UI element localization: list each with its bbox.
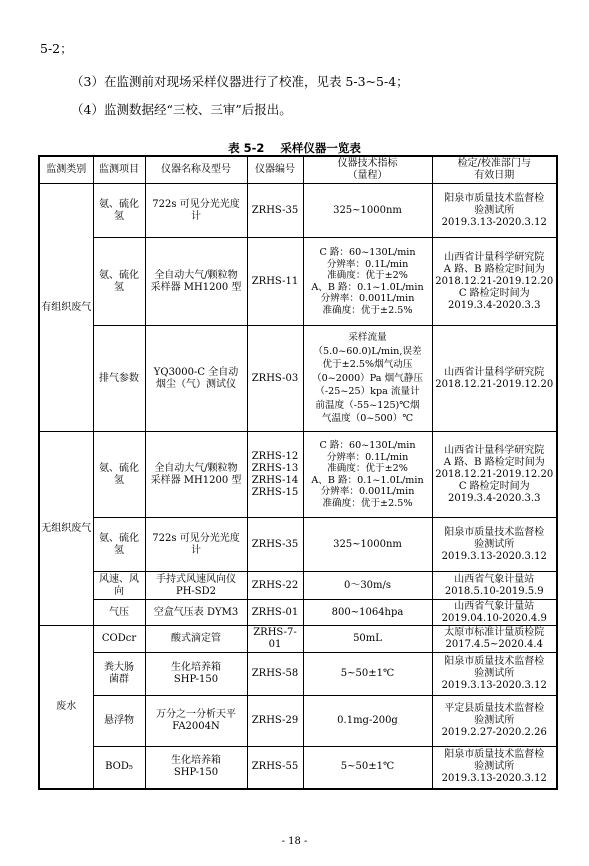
cell-line: （0~2000）Pa 烟气静压 [312,372,423,384]
cell-line: 氢 [114,474,124,486]
cell-line: C 路检定时间为 [458,287,530,299]
cell-line: 2019.3.13-2020.3.12 [441,680,547,691]
cell-line: 计 [191,210,201,222]
cell-instrument [145,747,247,789]
cell-line: ZRHS-55 [251,761,299,773]
header-category: 监测类别 [39,156,93,184]
cell-line: 山西省计量科学研究院 [444,444,545,456]
cell-code [247,747,303,789]
cell-line: 2019.2.27-2020.2.26 [441,727,547,738]
cell-spec [303,238,432,326]
cell-line: ZRHS-14 [251,474,299,486]
cell-line: 山西省计量科学研究院 [444,251,545,263]
cell-code [247,572,303,600]
cell-instrument [145,184,247,238]
cell-line: 2019.04.10-2020.4.9 [441,612,547,624]
cell-spec [303,600,432,626]
cell-calibration [432,696,557,747]
cell-line: YQ3000-C 全自动 [153,366,239,378]
cell-line: 2018.12.21-2019.12.20 [435,468,554,480]
cell-calibration [432,238,557,326]
cell-instrument [145,572,247,600]
cell-line: 325~1000nm [333,204,402,216]
cell-spec [303,326,432,432]
table-row [39,696,557,747]
cell-line: 计 [191,544,201,556]
cell-line: 万分之一分析天平 [156,709,236,720]
cell-instrument [145,653,247,696]
cell-line: 验测试所 [474,538,515,550]
cell-line: 氢 [114,281,124,293]
cell-item [93,432,145,518]
table-header-row [39,156,557,184]
cell-instrument [145,432,247,518]
cell-line: A 路、B 路检定时间为 [443,263,545,275]
cell-line: 氢 [114,544,124,556]
cell-line: PH-SD2 [175,585,217,597]
cell-line: 5~50±1℃ [340,761,395,773]
cell-line: 验测试所 [474,668,515,679]
header-code: 仪器编号 [247,156,303,184]
cell-item [93,572,145,600]
cell-line: 全自动大气/颗粒物 [154,269,238,281]
cell-item [93,238,145,326]
cell-line: 阳泉市质量技术监督检 [444,192,545,204]
group-wastewater: 废水 [39,626,93,789]
cell-line: 采样器 MH1200 型 [150,474,242,486]
paragraph-3: （4）监测数据经“三校、三审”后报出。 [71,102,292,117]
cell-line: 氨、硫化 [99,532,139,544]
cell-line: 验测试所 [474,761,515,773]
cell-line: 2017.4.5~2020.4.4 [445,639,543,650]
cell-line: A 路、B 路检定时间为 [443,456,545,468]
cell-calibration [432,747,557,789]
cell-code [247,653,303,696]
cell-line: （-25~25）kpa 流量计 [315,386,420,398]
sampling-instrument-table [38,155,558,790]
cell-code [247,184,303,238]
table-row [39,747,557,789]
paragraph-1: 5-2； [40,41,73,56]
cell-spec [303,184,432,238]
cell-line: 氨、硫化 [99,462,139,474]
cell-line: 气压 [109,606,129,618]
table-caption-number: 表 5-2 [228,141,265,155]
cell-spec [303,653,432,696]
cell-code [247,600,303,626]
cell-instrument [145,326,247,432]
cell-line: ZRHS-35 [251,538,299,550]
cell-item [93,326,145,432]
cell-code [247,326,303,432]
cell-line: 2018.12.21-2019.12.20 [435,378,554,390]
cell-line: 阳泉市质量技术监督检 [444,656,545,667]
cell-line: ZRHS-03 [251,372,299,384]
cell-line: 800~1064hpa [331,606,404,618]
cell-line: 前温度（-55~125)℃烟 [315,399,420,411]
table-row [39,184,557,238]
cell-line: 325~1000nm [333,538,402,550]
cell-line: C 路：60~130L/min [319,440,416,451]
group-unorganized-waste-gas: 无组织废气 [39,432,93,626]
cell-line: 分辨率：0.1L/min [326,258,409,270]
cell-item [93,518,145,572]
table-caption [0,140,589,156]
cell-line: C 路检定时间为 [458,480,530,492]
cell-line: 分辨率：0.1L/min [326,451,409,463]
cell-line: 生化培养箱 [171,755,221,767]
cell-item [93,600,145,626]
cell-line: SHP-150 [173,767,219,779]
cell-line: 准确度：优于±2.5% [322,497,413,509]
table-caption-title: 采样仪器一览表 [280,141,361,155]
cell-line: 氨、硫化 [99,198,139,210]
table-row [39,518,557,572]
cell-line: 太原市标准计量质检院 [444,627,545,638]
cell-spec [303,572,432,600]
cell-spec [303,518,432,572]
cell-line: 排气参数 [99,372,139,384]
cell-line: 生化培养箱 [171,662,221,673]
cell-line: ZRHS-7-01 [253,627,297,650]
cell-instrument [145,238,247,326]
cell-line: 阳泉市质量技术监督检 [444,526,545,538]
cell-line: 采样器 MH1200 型 [150,281,242,293]
cell-line: 阳泉市质量技术监督检 [444,749,545,761]
table-row [39,600,557,626]
cell-line: 气温度（0~500）℃ [321,413,414,425]
cell-code [247,518,303,572]
cell-line: 酸式滴定管 [171,633,221,644]
header-instrument: 仪器名称及型号 [145,156,247,184]
table-row [39,653,557,696]
cell-instrument [145,626,247,653]
cell-calibration [432,600,557,626]
cell-line: 722s 可见分光光度 [152,532,240,544]
table-row [39,626,557,653]
cell-line: 烟尘（气）测试仪 [156,378,236,390]
cell-line: C 路：60~130L/min [319,247,416,258]
header-calibration: 检定/校准部门与 有效日期 [432,156,557,184]
cell-line: 准确度：优于±2% [327,463,408,474]
cell-line: 氢 [114,210,124,222]
cell-line: 5~50±1℃ [340,668,395,679]
cell-line: 粪大肠 [104,662,134,673]
cell-line: 全自动大气/颗粒物 [154,462,238,474]
cell-line: 山西省气象计量站 [454,573,535,585]
cell-line: 0～30m/s [343,579,392,591]
cell-instrument [145,696,247,747]
cell-line: 2019.3.4-2020.3.3 [448,492,541,504]
cell-line: 分辨率：0.001L/min [320,293,415,304]
cell-calibration [432,184,557,238]
cell-instrument [145,600,247,626]
table-row [39,326,557,432]
cell-line: 722s 可见分光光度 [152,198,240,210]
cell-line: 2018.5.10-2019.5.9 [444,585,544,597]
cell-line: ZRHS-15 [251,486,299,498]
cell-line: ZRHS-13 [251,462,299,474]
table-row [39,572,557,600]
cell-item [93,696,145,747]
cell-calibration [432,572,557,600]
cell-line: 风速、风 [99,573,139,585]
cell-calibration [432,432,557,518]
cell-item [93,747,145,789]
cell-line: 0.1mg-200g [337,715,398,726]
cell-line: 氨、硫化 [99,269,139,281]
cell-line: （5.0~60.0)L/min,误差 [313,345,422,357]
header-item: 监测项目 [93,156,145,184]
cell-line: 采样流量 [348,332,387,344]
cell-line: 手持式风速风向仪 [156,573,236,585]
cell-line: ZRHS-12 [251,450,299,462]
cell-line: BOD₅ [105,761,133,773]
cell-line: 分辨率：0.001L/min [320,486,415,497]
cell-line: 2019.3.4-2020.3.3 [448,299,541,311]
header-spec: 仪器技术指标 （量程） [303,156,432,184]
cell-line: ZRHS-01 [251,606,299,618]
group-organized-waste-gas: 有组织废气 [39,184,93,432]
cell-spec [303,432,432,518]
cell-calibration [432,626,557,653]
table-row [39,432,557,518]
cell-code [247,626,303,653]
cell-line: ZRHS-58 [251,668,299,679]
cell-line: 优于±2.5%烟气动压 [322,359,413,371]
cell-line: FA2004N [172,721,220,732]
cell-line: ZRHS-35 [251,204,299,216]
cell-line: SHP-150 [173,674,219,685]
cell-line: 向 [114,585,124,597]
cell-calibration [432,653,557,696]
cell-line: ZRHS-29 [251,715,299,726]
cell-line: 2019.3.13-2020.3.12 [441,550,547,562]
cell-line: 验测试所 [474,204,515,216]
cell-code [247,432,303,518]
cell-code [247,696,303,747]
cell-line: 准确度：优于±2.5% [322,304,413,316]
cell-calibration [432,518,557,572]
cell-line: A、B 路：0.1~1.0L/min [311,474,424,486]
cell-line: 空盒气压表 DYM3 [153,606,239,618]
cell-line: 准确度：优于±2% [327,270,408,281]
cell-line: 50mL [353,633,382,644]
cell-spec [303,696,432,747]
cell-item [93,653,145,696]
cell-line: 2018.12.21-2019.12.20 [435,275,554,287]
cell-item [93,184,145,238]
cell-line: 2019.3.13-2020.3.12 [441,216,547,228]
paragraph-2: （3）在监测前对现场采样仪器进行了校准，见表 5-3~5-4； [71,74,409,89]
table-row [39,238,557,326]
cell-line: 验测试所 [474,715,515,726]
page-number: - 18 - [281,836,308,847]
cell-line: 悬浮物 [104,715,134,726]
cell-line: 山西省计量科学研究院 [444,366,545,378]
cell-instrument [145,518,247,572]
cell-line: A、B 路：0.1~1.0L/min [311,281,424,293]
cell-item [93,626,145,653]
cell-calibration [432,326,557,432]
cell-line: ZRHS-22 [251,579,299,591]
cell-line: 平定县质量技术监督检 [444,703,545,714]
cell-line: 2019.3.13-2020.3.12 [441,773,547,785]
cell-line: 山西省气象计量站 [454,600,535,612]
cell-spec [303,747,432,789]
cell-spec [303,626,432,653]
cell-line: ZRHS-11 [251,275,299,287]
cell-line: CODcr [101,633,137,644]
cell-code [247,238,303,326]
cell-line: 菌群 [109,674,129,685]
